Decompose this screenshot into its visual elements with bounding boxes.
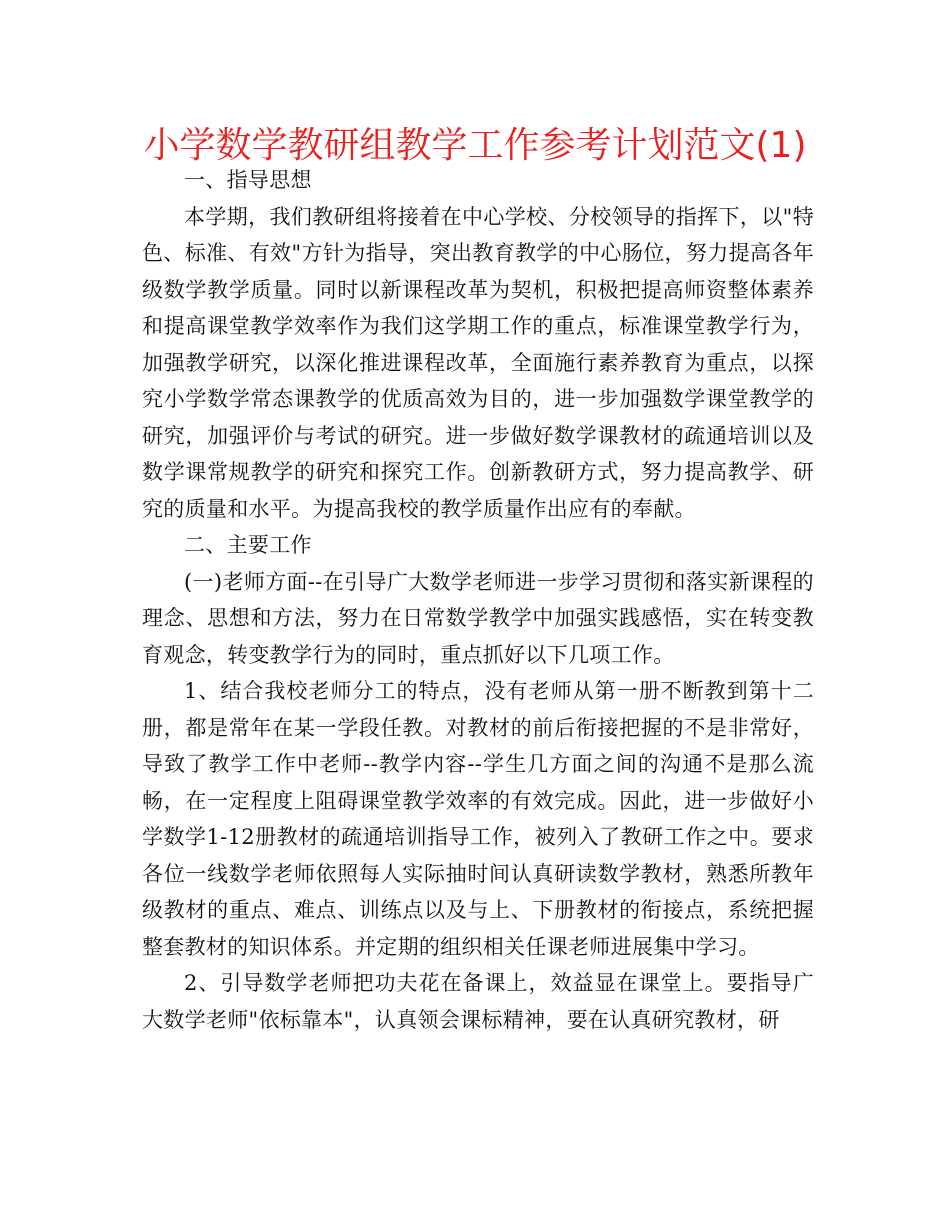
paragraph: (一)老师方面--在引导广大数学老师进一步学习贯彻和落实新课程的理念、思想和方法，努力在日常数学教学中加强实践感悟，实在转变教育观念，转变教学行为的同时，重点抓好以下几项工作。	[142, 569, 814, 667]
document-body	[142, 162, 814, 1038]
section-heading: 二、主要工作	[184, 533, 312, 557]
paragraph: 2、引导数学老师把功夫花在备课上，效益显在课堂上。要指导广大数学老师"依标靠本"，认真领会课标精神，要在认真研究教材，研	[142, 971, 814, 1032]
document-title: 小学数学教研组教学工作参考计划范文(1)	[143, 125, 807, 166]
section-heading: 一、指导思想	[184, 168, 312, 192]
paragraph: 本学期，我们教研组将接着在中心学校、分校领导的指挥下，以"特色、标准、有效"方针为指导，突出教育教学的中心肠位，努力提高各年级数学教学质量。同时以新课程改革为契机，积极把提高师资整体素养和提高课堂教学效率作为我们这学期工作的重点，标准课堂教学行为，加强教学研究，以深化推进课程改革，全面施行素养教育为重点，以探究小学数学常态课教学的优质高效为目的，进一步加强数学课堂教学的研究，加强评价与考试的研究。进一步做好数学课教材的疏通培训以及数学课常规教学的研究和探究工作。创新教研方式，努力提高教学、研究的质量和水平。为提高我校的教学质量作出应有的奉献。	[142, 204, 814, 521]
paragraph: 1、结合我校老师分工的特点，没有老师从第一册不断教到第十二册，都是常年在某一学段任教。对教材的前后衔接把握的不是非常好，导致了教学工作中老师--教学内容--学生几方面之间的沟通不是那么流畅，在一定程度上阻碍课堂教学效率的有效完成。因此，进一步做好小学数学1-12册教材的疏通培训指导工作，被列入了教研工作之中。要求各位一线数学老师依照每人实际抽时间认真研读数学教材，熟悉所教年级教材的重点、难点、训练点以及与上、下册教材的衔接点，系统把握整套教材的知识体系。并定期的组织相关任课老师进展集中学习。	[142, 679, 814, 959]
